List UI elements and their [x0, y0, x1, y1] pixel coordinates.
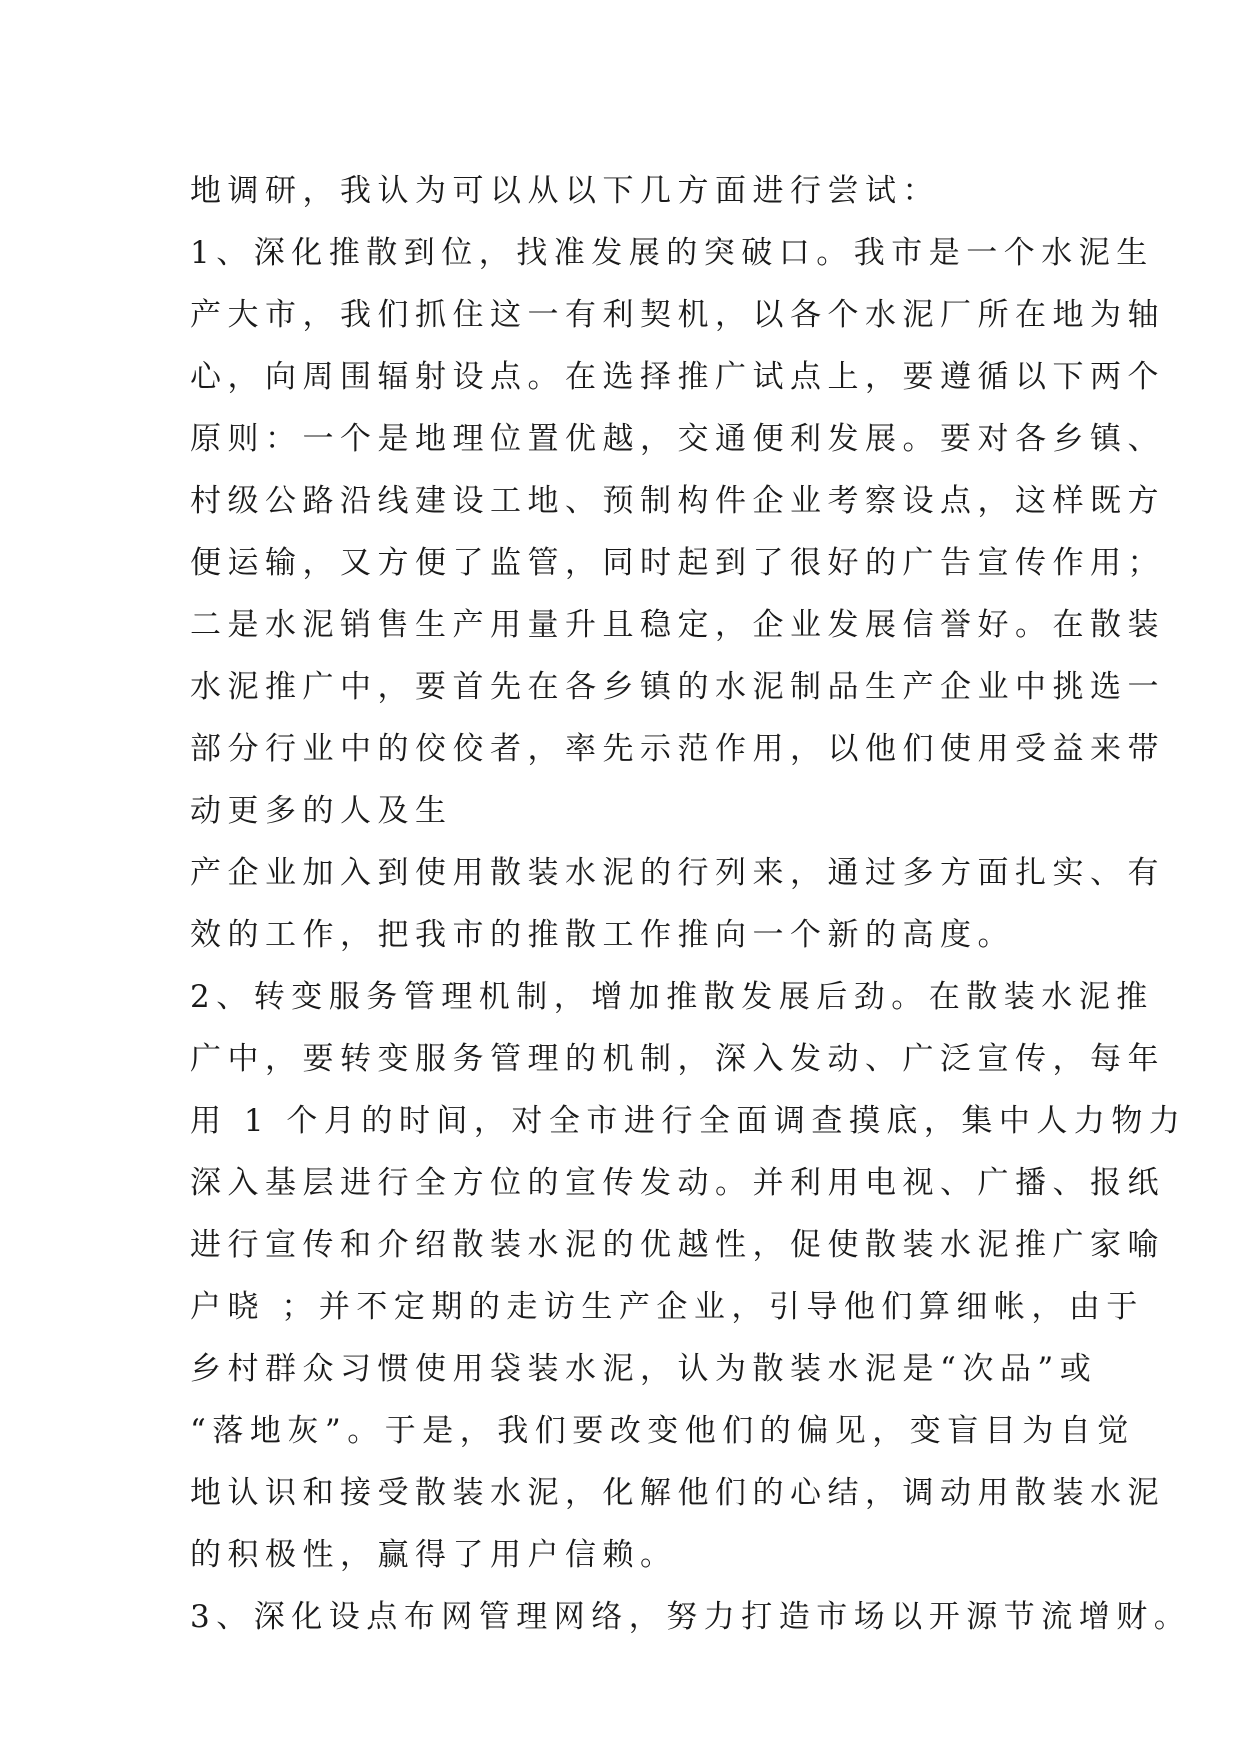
text-line: 效的工作，把我市的推散工作推向一个新的高度。 — [190, 917, 1015, 953]
text-line: 2、转变服务管理机制，增加推散发展后劲。在散装水泥推 — [190, 979, 1154, 1015]
text-line: 便运输，又方便了监管，同时起到了很好的广告宣传作用； — [190, 545, 1165, 581]
text-line: 1、深化推散到位，找准发展的突破口。我市是一个水泥生 — [190, 235, 1154, 271]
text-line: 用 1 个月的时间，对全市进行全面调查摸底，集中人力物力 — [190, 1103, 1187, 1139]
text-line: 产企业加入到使用散装水泥的行列来，通过多方面扎实、有 — [190, 855, 1165, 891]
text-line: 心，向周围辐射设点。在选择推广试点上，要遵循以下两个 — [190, 359, 1165, 395]
text-line: 进行宣传和介绍散装水泥的优越性，促使散装水泥推广家喻 — [190, 1227, 1165, 1263]
text-line: 水泥推广中，要首先在各乡镇的水泥制品生产企业中挑选一 — [190, 669, 1165, 705]
text-line: 二是水泥销售生产用量升且稳定，企业发展信誉好。在散装 — [190, 607, 1165, 643]
text-line: 3、深化设点布网管理网络，努力打造市场以开源节流增财。 — [190, 1599, 1192, 1635]
text-line: 产大市，我们抓住这一有利契机，以各个水泥厂所在地为轴 — [190, 297, 1165, 333]
text-line: 原则：一个是地理位置优越，交通便利发展。要对各乡镇、 — [190, 421, 1165, 457]
text-line: 广中，要转变服务管理的机制，深入发动、广泛宣传，每年 — [190, 1041, 1165, 1077]
text-line: 地调研，我认为可以从以下几方面进行尝试： — [190, 173, 940, 209]
text-line: 户晓 ；并不定期的走访生产企业，引导他们算细帐，由于 — [190, 1289, 1144, 1325]
text-line: 动更多的人及生 — [190, 793, 453, 829]
text-line: “落地灰”。于是，我们要改变他们的偏见，变盲目为自觉 — [190, 1413, 1135, 1449]
text-line: 村级公路沿线建设工地、预制构件企业考察设点，这样既方 — [190, 483, 1165, 519]
text-line: 部分行业中的佼佼者，率先示范作用，以他们使用受益来带 — [190, 731, 1165, 767]
text-line: 地认识和接受散装水泥，化解他们的心结，调动用散装水泥 — [190, 1475, 1165, 1511]
body-text — [190, 160, 1192, 1648]
text-line: 乡村群众习惯使用袋装水泥，认为散装水泥是“次品”或 — [190, 1351, 1098, 1387]
text-line: 深入基层进行全方位的宣传发动。并利用电视、广播、报纸 — [190, 1165, 1165, 1201]
text-line: 的积极性，赢得了用户信赖。 — [190, 1537, 678, 1573]
